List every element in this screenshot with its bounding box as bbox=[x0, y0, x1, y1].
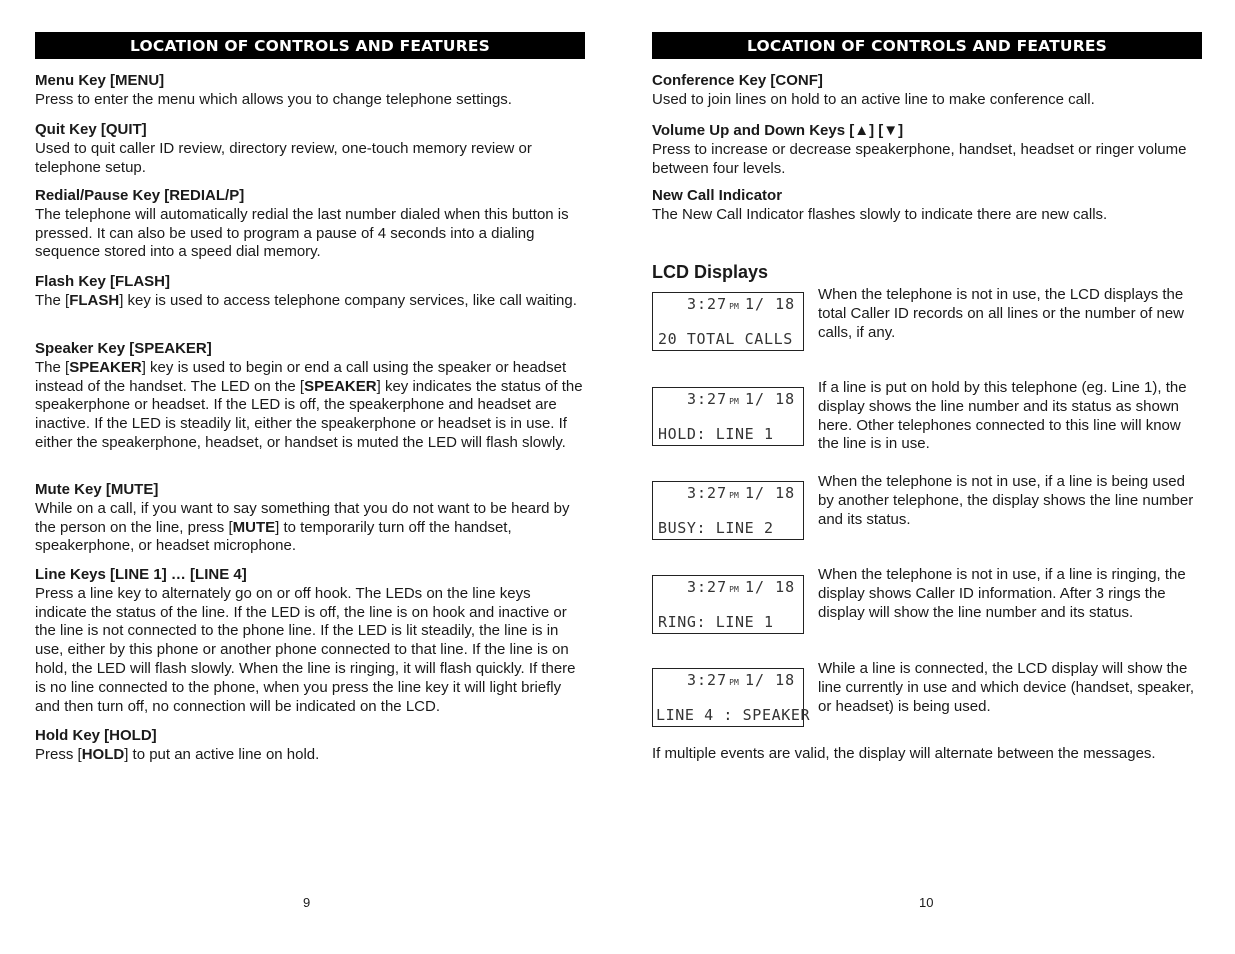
section-text: Press to increase or decrease speakerphone, handset, headset or ringer volume between four levels. bbox=[652, 140, 1187, 177]
lcd-time: 3:27 PM bbox=[687, 484, 739, 502]
conference-key-section bbox=[652, 72, 1202, 110]
section-text: The [SPEAKER] key is used to begin or end a call using the speaker or headset instead of the handset. The LED on the [SPEAKER] key indicates the status of the speakerphone or headset. If the LED is off, the speakerphone and headset are inactive. If the LED is steadily lit, either the speakerphone or headset is in use. If either the speakerphone, headset, or handset is muted the LED will flash slowly. bbox=[35, 358, 583, 451]
section-heading: Conference Key [CONF] bbox=[652, 72, 823, 89]
section-heading: Quit Key [QUIT] bbox=[35, 121, 147, 138]
section-heading: Menu Key [MENU] bbox=[35, 72, 165, 89]
lcd-description: When the telephone is not in use, if a line is ringing, the display shows Caller ID information. After 3 rings the display will show the line number and its status. bbox=[818, 566, 1186, 621]
lcd-displays-heading: LCD Displays bbox=[652, 262, 769, 282]
lcd-message: 20 TOTAL CALLS bbox=[658, 330, 793, 348]
lcd-description: If a line is put on hold by this telephone (eg. Line 1), the display shows the line number and its status as shown here. Other telephones connected to this line will know the line is in use. bbox=[818, 379, 1187, 453]
section-heading: Hold Key [HOLD] bbox=[35, 727, 157, 744]
mute-key-section bbox=[35, 481, 585, 556]
section-banner: LOCATION OF CONTROLS AND FEATURES bbox=[652, 32, 1202, 59]
new-call-indicator-section bbox=[652, 187, 1202, 225]
section-text: The [FLASH] key is used to access telephone company services, like call waiting. bbox=[35, 291, 577, 309]
lcd-display bbox=[652, 575, 804, 634]
lcd-display bbox=[652, 481, 804, 540]
volume-keys-section bbox=[652, 122, 1202, 178]
left-page bbox=[35, 0, 585, 954]
lcd-date: 1/ 18 bbox=[745, 671, 796, 689]
page-number: 10 bbox=[919, 895, 934, 910]
lcd-message: BUSY: LINE 2 bbox=[658, 519, 774, 537]
lcd-time: 3:27 PM bbox=[687, 671, 739, 689]
lcd-time: 3:27 PM bbox=[687, 578, 739, 596]
lcd-display bbox=[652, 668, 811, 727]
section-text: Press to enter the menu which allows you to change telephone settings. bbox=[35, 90, 512, 108]
section-banner: LOCATION OF CONTROLS AND FEATURES bbox=[35, 32, 585, 59]
lcd-date: 1/ 18 bbox=[745, 295, 796, 313]
lcd-date: 1/ 18 bbox=[745, 484, 796, 502]
section-text: The New Call Indicator flashes slowly to indicate there are new calls. bbox=[652, 205, 1108, 223]
section-heading: Speaker Key [SPEAKER] bbox=[35, 340, 212, 357]
lcd-message: LINE 4 : SPEAKER bbox=[656, 706, 811, 724]
hold-key-section bbox=[35, 727, 585, 765]
lcd-message: HOLD: LINE 1 bbox=[658, 425, 774, 443]
lcd-time: 3:27 PM bbox=[687, 390, 739, 408]
redial-pause-key-section bbox=[35, 187, 585, 262]
page-number: 9 bbox=[303, 895, 311, 910]
section-heading: Volume Up and Down Keys [▲] [▼] bbox=[652, 122, 904, 139]
lcd-date: 1/ 18 bbox=[745, 390, 796, 408]
speaker-key-section bbox=[35, 340, 585, 453]
lcd-description: When the telephone is not in use, the LCD displays the total Caller ID records on all lines or the number of new calls, if any. bbox=[818, 286, 1185, 341]
lcd-description: While a line is connected, the LCD display will show the line currently in use and which device (handset, speaker, or headset) is being used. bbox=[818, 660, 1195, 715]
section-text: Press [HOLD] to put an active line on hold. bbox=[35, 745, 320, 763]
section-text: Used to quit caller ID review, directory review, one-touch memory review or telephone setup. bbox=[35, 139, 532, 176]
menu-key-section bbox=[35, 72, 585, 110]
section-heading: Mute Key [MUTE] bbox=[35, 481, 159, 498]
section-heading: Flash Key [FLASH] bbox=[35, 273, 171, 290]
flash-key-section bbox=[35, 273, 585, 311]
lcd-display bbox=[652, 292, 804, 351]
line-keys-section bbox=[35, 566, 585, 716]
section-text: The telephone will automatically redial the last number dialed when this button is pressed. It can also be used to program a pause of 4 seconds into a dialing sequence stored into a speed dial memory. bbox=[35, 205, 569, 261]
right-page bbox=[652, 0, 1202, 954]
lcd-display bbox=[652, 387, 804, 446]
section-heading: Redial/Pause Key [REDIAL/P] bbox=[35, 187, 245, 204]
section-heading: New Call Indicator bbox=[652, 187, 783, 204]
lcd-message: RING: LINE 1 bbox=[658, 613, 774, 631]
lcd-time: 3:27 PM bbox=[687, 295, 739, 313]
quit-key-section bbox=[35, 121, 585, 177]
section-text: Press a line key to alternately go on or off hook. The LEDs on the line keys indicate the status of the line. If the LED is off, the line is on hook and inactive or the line is not connected to the phone line. If the LED is lit steadily, the line is in use, either by this phone or another phone connected to that line. If the line is on hold, the LED will flash slowly. When the line is ringing, it will flash quickly. If there is no line connected to the phone, when you press the line key it will light briefly and then turn off, no connection will be indicated on the LCD. bbox=[35, 584, 576, 715]
lcd-description: When the telephone is not in use, if a line is being used by another telephone, the display shows the line number and its status. bbox=[818, 473, 1194, 528]
lcd-date: 1/ 18 bbox=[745, 578, 796, 596]
section-text: While on a call, if you want to say something that you do not want to be heard by the person on the line, press [MUTE] to temporarily turn off the handset, speakerphone, or headset microphone. bbox=[35, 499, 570, 555]
section-text: Used to join lines on hold to an active line to make conference call. bbox=[652, 90, 1095, 108]
section-heading: Line Keys [LINE 1] … [LINE 4] bbox=[35, 566, 247, 583]
footer-note: If multiple events are valid, the display will alternate between the messages. bbox=[652, 745, 1156, 762]
